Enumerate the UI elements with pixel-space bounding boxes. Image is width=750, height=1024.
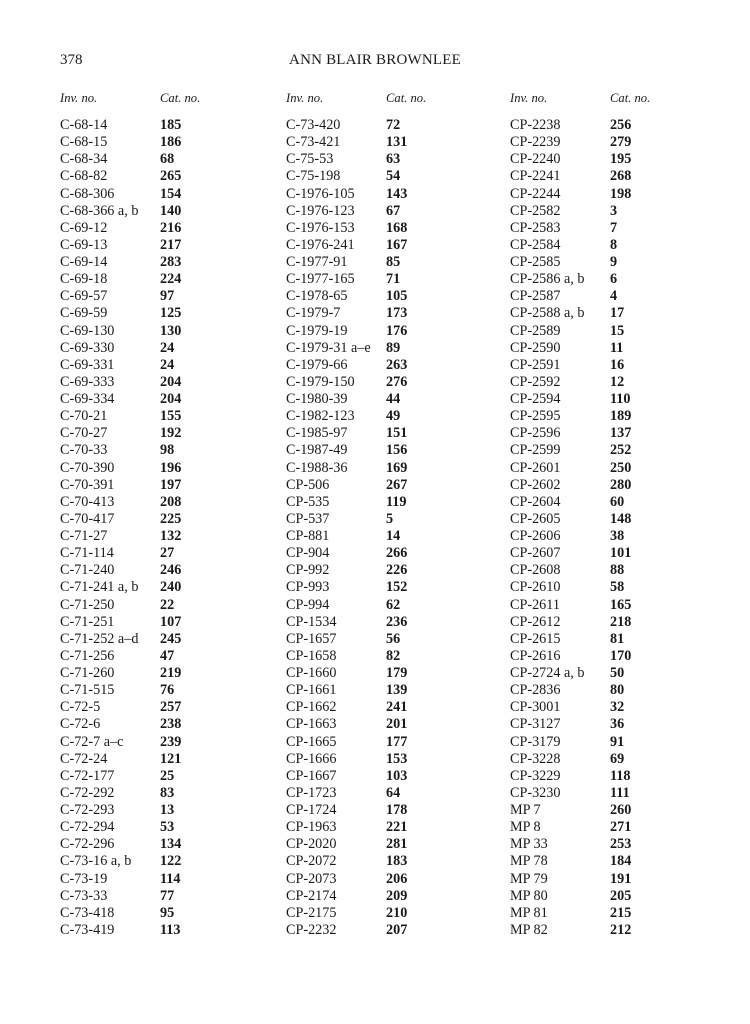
inventory-number: C-71-27 — [60, 528, 108, 544]
catalogue-number: 239 — [160, 733, 182, 750]
inventory-number: C-1988-36 — [286, 459, 348, 476]
catalogue-number: 15 — [610, 322, 625, 339]
catalogue-number: 218 — [610, 613, 632, 630]
catalogue-number: 121 — [160, 750, 182, 767]
inventory-number: C-70-413 — [60, 493, 115, 510]
catalogue-number: 268 — [610, 168, 632, 185]
inventory-number: CP-1724 — [286, 802, 337, 818]
catalogue-number: 154 — [160, 185, 182, 202]
catalogue-number: 226 — [386, 562, 408, 579]
inventory-number: C-71-260 — [60, 665, 115, 681]
inventory-number: MP 80 — [510, 887, 548, 904]
catalogue-number: 97 — [160, 288, 175, 305]
catalogue-number: 207 — [386, 921, 408, 938]
inventory-number: CP-994 — [286, 596, 330, 613]
inventory-number: C-1976-153 — [286, 219, 355, 236]
inventory-number: CP-3230 — [510, 784, 561, 801]
catalogue-number: 217 — [160, 236, 182, 253]
catalogue-number: 122 — [160, 853, 182, 870]
catalogue-number: 260 — [610, 802, 632, 818]
inv-no-heading: Inv. no. — [510, 91, 548, 105]
catalogue-number: 140 — [160, 202, 182, 219]
inventory-number: MP 8 — [510, 819, 541, 836]
catalogue-number: 156 — [386, 442, 408, 459]
inventory-number: C-72-6 — [60, 716, 101, 733]
catalogue-number: 24 — [160, 339, 175, 356]
inventory-number: C-71-256 — [60, 647, 115, 664]
catalogue-number: 240 — [160, 579, 182, 596]
inventory-number: CP-2616 — [510, 647, 561, 664]
inventory-number: CP-2724 a, b — [510, 665, 585, 681]
inventory-number: C-73-419 — [60, 921, 115, 938]
inventory-number: C-69-14 — [60, 254, 108, 270]
catalogue-number: 151 — [386, 425, 408, 442]
catalogue-number: 169 — [386, 459, 408, 476]
inv-no-heading: Inv. no. — [286, 91, 324, 105]
inventory-number: CP-993 — [286, 579, 330, 596]
inv-no-heading: Inv. no. — [60, 91, 98, 105]
catalogue-number: 83 — [160, 784, 175, 801]
inventory-number: CP-1661 — [286, 682, 337, 699]
catalogue-number: 77 — [160, 887, 175, 904]
catalogue-number: 192 — [160, 425, 182, 442]
inventory-number: CP-2596 — [510, 425, 561, 442]
inventory-number: CP-3127 — [510, 716, 561, 733]
inventory-number: C-1987-49 — [286, 442, 348, 459]
inventory-number: C-72-294 — [60, 819, 115, 836]
inventory-number: C-69-330 — [60, 339, 115, 356]
inventory-number: C-68-306 — [60, 185, 115, 202]
inventory-number: C-68-82 — [60, 168, 108, 185]
catalogue-number: 3 — [610, 202, 618, 219]
inventory-number: CP-2232 — [286, 921, 337, 938]
inventory-number: C-1982-123 — [286, 408, 355, 425]
inventory-number: C-71-240 — [60, 562, 115, 579]
catalogue-number: 88 — [610, 562, 625, 579]
catalogue-number: 238 — [160, 716, 182, 733]
catalogue-number: 53 — [160, 819, 175, 836]
catalogue-number: 110 — [610, 391, 631, 407]
inventory-number: CP-3229 — [510, 767, 561, 784]
catalogue-number: 195 — [610, 151, 632, 168]
inventory-number: CP-2592 — [510, 373, 561, 390]
catalogue-number: 76 — [160, 682, 175, 699]
inventory-number: C-72-177 — [60, 767, 115, 784]
inventory-number: C-71-251 — [60, 613, 115, 630]
catalogue-number: 212 — [610, 921, 632, 938]
catalogue-number: 44 — [386, 391, 401, 407]
inventory-number: CP-2582 — [510, 202, 561, 219]
inventory-number: C-1977-91 — [286, 254, 348, 270]
inventory-number: CP-537 — [286, 510, 330, 527]
catalogue-number: 224 — [160, 271, 182, 288]
catalogue-number: 103 — [386, 767, 408, 784]
catalogue-number: 267 — [386, 476, 408, 493]
catalogue-number: 134 — [160, 836, 182, 853]
inventory-number: C-71-241 a, b — [60, 579, 139, 596]
catalogue-number: 191 — [610, 870, 632, 887]
catalogue-number: 4 — [610, 288, 618, 305]
inventory-number: CP-2585 — [510, 254, 561, 270]
inventory-number: CP-506 — [286, 476, 330, 493]
inventory-number: C-71-515 — [60, 682, 115, 699]
catalogue-number: 107 — [160, 613, 182, 630]
catalogue-number: 63 — [386, 151, 401, 168]
catalogue-number: 58 — [610, 579, 625, 596]
catalogue-number: 12 — [610, 373, 625, 390]
inventory-number: C-69-130 — [60, 322, 115, 339]
catalogue-number: 24 — [160, 356, 175, 373]
inventory-number: CP-1665 — [286, 733, 337, 750]
catalogue-number: 38 — [610, 528, 625, 544]
catalogue-number: 176 — [386, 322, 408, 339]
catalogue-number: 177 — [386, 733, 408, 750]
inventory-number: C-71-250 — [60, 596, 115, 613]
catalogue-number: 216 — [160, 219, 182, 236]
inventory-number: CP-1658 — [286, 647, 337, 664]
catalogue-number: 167 — [386, 236, 408, 253]
catalogue-number: 241 — [386, 699, 408, 716]
catalogue-number: 13 — [160, 802, 175, 818]
inventory-number: CP-1662 — [286, 699, 337, 716]
inventory-number: CP-2584 — [510, 236, 561, 253]
inventory-number: CP-2605 — [510, 510, 561, 527]
inventory-number: C-71-114 — [60, 545, 114, 562]
catalogue-number: 173 — [386, 305, 408, 322]
inventory-number: C-70-21 — [60, 408, 108, 425]
inventory-number: C-72-24 — [60, 750, 108, 767]
inventory-number: CP-2238 — [510, 117, 561, 133]
inventory-number: C-71-252 a–d — [60, 630, 139, 647]
inventory-number: CP-1963 — [286, 819, 337, 836]
catalogue-number: 197 — [160, 476, 182, 493]
inventory-number: CP-2020 — [286, 836, 337, 853]
catalogue-number: 266 — [386, 545, 408, 562]
inventory-number: C-1985-97 — [286, 425, 348, 442]
catalogue-number: 9 — [610, 254, 618, 270]
inventory-number: CP-535 — [286, 493, 330, 510]
catalogue-number: 281 — [386, 836, 408, 853]
catalogue-number: 7 — [610, 219, 618, 236]
inventory-number: C-1978-65 — [286, 288, 348, 305]
catalogue-number: 210 — [386, 904, 408, 921]
catalogue-number: 98 — [160, 442, 175, 459]
inventory-number: CP-2586 a, b — [510, 271, 585, 288]
catalogue-number: 111 — [610, 784, 630, 801]
catalogue-number: 184 — [610, 853, 632, 870]
catalogue-number: 49 — [386, 408, 401, 425]
inventory-number: CP-2591 — [510, 356, 561, 373]
inventory-number: C-70-27 — [60, 425, 108, 442]
inventory-number: C-75-53 — [286, 151, 334, 168]
catalogue-number: 114 — [160, 870, 181, 887]
inventory-number: CP-3228 — [510, 750, 561, 767]
catalogue-number: 283 — [160, 254, 182, 270]
catalogue-number: 245 — [160, 630, 182, 647]
inventory-number: CP-2239 — [510, 134, 561, 151]
inventory-number: C-73-19 — [60, 870, 108, 887]
inventory-number: CP-2615 — [510, 630, 561, 647]
catalogue-number: 208 — [160, 493, 182, 510]
catalogue-number: 236 — [386, 613, 408, 630]
catalogue-number: 170 — [610, 647, 632, 664]
catalogue-number: 276 — [386, 373, 408, 390]
catalogue-number: 89 — [386, 339, 401, 356]
catalogue-number: 189 — [610, 408, 632, 425]
catalogue-number: 265 — [160, 168, 182, 185]
catalogue-number: 179 — [386, 665, 408, 681]
inventory-number: C-1979-19 — [286, 322, 348, 339]
catalogue-number: 183 — [386, 853, 408, 870]
catalogue-number: 6 — [610, 271, 618, 288]
inventory-number: MP 33 — [510, 836, 548, 853]
inventory-number: CP-2174 — [286, 887, 337, 904]
catalogue-number: 22 — [160, 596, 175, 613]
catalogue-number: 205 — [610, 887, 632, 904]
catalogue-number: 250 — [610, 459, 632, 476]
catalogue-number: 178 — [386, 802, 408, 818]
catalogue-number: 132 — [160, 528, 182, 544]
inventory-number: C-69-333 — [60, 373, 115, 390]
catalogue-number: 143 — [386, 185, 408, 202]
catalogue-number: 118 — [610, 767, 631, 784]
catalogue-number: 219 — [160, 665, 182, 681]
inventory-number: C-70-33 — [60, 442, 108, 459]
catalogue-number: 130 — [160, 322, 182, 339]
inventory-number: CP-1660 — [286, 665, 337, 681]
inventory-number: CP-2602 — [510, 476, 561, 493]
inventory-number: CP-2587 — [510, 288, 561, 305]
inventory-number: C-73-16 a, b — [60, 853, 132, 870]
catalogue-number: 152 — [386, 579, 408, 596]
inventory-number: C-1979-7 — [286, 305, 341, 322]
inventory-number: C-69-57 — [60, 288, 108, 305]
catalogue-number: 91 — [610, 733, 625, 750]
catalogue-number: 280 — [610, 476, 632, 493]
inventory-number: CP-2836 — [510, 682, 561, 699]
inventory-number: CP-2595 — [510, 408, 561, 425]
inventory-number: CP-2241 — [510, 168, 561, 185]
catalogue-number: 186 — [160, 134, 182, 151]
catalogue-number: 139 — [386, 682, 408, 699]
catalogue-number: 71 — [386, 271, 401, 288]
inventory-number: CP-2606 — [510, 528, 561, 544]
catalogue-number: 81 — [610, 630, 625, 647]
inventory-number: MP 79 — [510, 870, 548, 887]
catalogue-number: 271 — [610, 819, 632, 836]
inventory-number: C-73-418 — [60, 904, 115, 921]
inventory-number: MP 82 — [510, 921, 548, 938]
catalogue-number: 14 — [386, 528, 401, 544]
catalogue-number: 168 — [386, 219, 408, 236]
inventory-number: CP-3179 — [510, 733, 561, 750]
inventory-number: CP-2611 — [510, 596, 560, 613]
catalogue-number: 257 — [160, 699, 182, 716]
inventory-number: C-1980-39 — [286, 391, 348, 407]
inventory-number: C-73-421 — [286, 134, 341, 151]
cat-no-heading: Cat. no. — [160, 91, 201, 105]
catalogue-number: 32 — [610, 699, 625, 716]
inventory-number: C-75-198 — [286, 168, 341, 185]
catalogue-number: 11 — [610, 339, 624, 356]
inventory-number: CP-2599 — [510, 442, 561, 459]
inventory-number: C-1979-31 a–e — [286, 339, 371, 356]
inventory-number: C-70-390 — [60, 459, 115, 476]
inventory-number: C-68-34 — [60, 151, 108, 168]
inventory-number: CP-904 — [286, 545, 330, 562]
inventory-number: C-69-12 — [60, 219, 108, 236]
inventory-number: CP-1723 — [286, 784, 337, 801]
catalogue-number: 95 — [160, 904, 175, 921]
catalogue-number: 148 — [610, 510, 632, 527]
inventory-number: C-69-59 — [60, 305, 108, 322]
catalogue-number: 279 — [610, 134, 632, 151]
catalogue-number: 16 — [610, 356, 625, 373]
catalogue-number: 25 — [160, 767, 175, 784]
catalogue-number: 36 — [610, 716, 625, 733]
catalogue-number: 60 — [610, 493, 625, 510]
inventory-number: CP-2610 — [510, 579, 561, 596]
catalogue-number: 62 — [386, 596, 401, 613]
catalogue-number: 165 — [610, 596, 632, 613]
catalogue-number: 69 — [610, 750, 625, 767]
cat-no-heading: Cat. no. — [610, 91, 651, 105]
catalogue-number: 201 — [386, 716, 408, 733]
inventory-number: C-73-33 — [60, 887, 108, 904]
inventory-number: CP-2588 a, b — [510, 305, 585, 322]
catalogue-number: 204 — [160, 391, 182, 407]
page-header — [0, 52, 750, 74]
inventory-number: C-69-13 — [60, 236, 108, 253]
catalogue-number: 54 — [386, 168, 401, 185]
catalogue-number: 137 — [610, 425, 632, 442]
inventory-number: MP 7 — [510, 802, 541, 818]
inventory-number: CP-2072 — [286, 853, 337, 870]
catalogue-number: 101 — [610, 545, 632, 562]
catalogue-number: 50 — [610, 665, 625, 681]
catalogue-number: 221 — [386, 819, 408, 836]
catalogue-number: 64 — [386, 784, 401, 801]
inventory-number: CP-2583 — [510, 219, 561, 236]
catalogue-number: 47 — [160, 647, 175, 664]
inventory-number: CP-2608 — [510, 562, 561, 579]
inventory-number: C-69-334 — [60, 391, 115, 407]
page-number: 378 — [60, 52, 83, 68]
catalogue-number: 206 — [386, 870, 408, 887]
catalogue-number: 56 — [386, 630, 401, 647]
catalogue-number: 131 — [386, 134, 408, 151]
catalogue-number: 80 — [610, 682, 625, 699]
inventory-number: C-68-366 a, b — [60, 202, 139, 219]
catalogue-number: 263 — [386, 356, 408, 373]
catalogue-number: 27 — [160, 545, 175, 562]
catalogue-number: 185 — [160, 117, 182, 133]
inventory-number: C-70-391 — [60, 476, 115, 493]
inventory-number: C-72-296 — [60, 836, 115, 853]
inventory-number: CP-2604 — [510, 493, 561, 510]
inventory-number: CP-881 — [286, 528, 330, 544]
inventory-number: CP-1663 — [286, 716, 337, 733]
running-head: ANN BLAIR BROWNLEE — [289, 52, 461, 68]
inventory-number: CP-2073 — [286, 870, 337, 887]
inventory-number: CP-2607 — [510, 545, 561, 562]
catalogue-number: 153 — [386, 750, 408, 767]
catalogue-number: 209 — [386, 887, 408, 904]
inventory-number: C-70-417 — [60, 510, 115, 527]
catalogue-number: 119 — [386, 493, 407, 510]
inventory-number: C-72-293 — [60, 802, 115, 818]
inventory-number: C-1979-150 — [286, 373, 355, 390]
inventory-number: C-72-292 — [60, 784, 115, 801]
inventory-number: C-68-15 — [60, 134, 108, 151]
inventory-number: MP 78 — [510, 853, 548, 870]
inventory-number: CP-2601 — [510, 459, 561, 476]
catalogue-number: 246 — [160, 562, 182, 579]
inventory-number: CP-992 — [286, 562, 330, 579]
catalogue-number: 72 — [386, 117, 401, 133]
inventory-number: CP-2589 — [510, 322, 561, 339]
inventory-number: C-72-5 — [60, 699, 101, 716]
inventory-number: C-69-18 — [60, 271, 108, 288]
inventory-number: CP-1657 — [286, 630, 337, 647]
inventory-number: CP-3001 — [510, 699, 561, 716]
inventory-number: C-1976-241 — [286, 236, 355, 253]
inventory-number: CP-1534 — [286, 613, 337, 630]
catalogue-number: 204 — [160, 373, 182, 390]
inventory-number: CP-2175 — [286, 904, 337, 921]
catalogue-number: 125 — [160, 305, 182, 322]
catalogue-number: 225 — [160, 510, 182, 527]
cat-no-heading: Cat. no. — [386, 91, 427, 105]
catalogue-number: 253 — [610, 836, 632, 853]
catalogue-number: 196 — [160, 459, 182, 476]
catalogue-number: 67 — [386, 202, 401, 219]
catalogue-number: 198 — [610, 185, 632, 202]
catalogue-number: 5 — [386, 510, 394, 527]
inventory-number: C-1979-66 — [286, 356, 348, 373]
inventory-number: CP-1666 — [286, 750, 337, 767]
inventory-number: CP-2594 — [510, 391, 561, 407]
inventory-number: C-72-7 a–c — [60, 733, 124, 750]
inventory-number: MP 81 — [510, 904, 548, 921]
catalogue-number: 68 — [160, 151, 175, 168]
inventory-number: CP-1667 — [286, 767, 337, 784]
inventory-number: C-73-420 — [286, 117, 341, 133]
inventory-number: C-1976-105 — [286, 185, 355, 202]
catalogue-number: 85 — [386, 254, 401, 270]
catalogue-number: 252 — [610, 442, 632, 459]
catalogue-number: 113 — [160, 921, 181, 938]
inventory-number: C-1976-123 — [286, 202, 355, 219]
inventory-number: CP-2612 — [510, 613, 561, 630]
inventory-number: C-68-14 — [60, 117, 108, 133]
catalogue-number: 8 — [610, 236, 618, 253]
inventory-number: CP-2590 — [510, 339, 561, 356]
catalogue-number: 155 — [160, 408, 182, 425]
inventory-number: CP-2244 — [510, 185, 561, 202]
inventory-number: C-1977-165 — [286, 271, 355, 288]
catalogue-number: 17 — [610, 305, 625, 322]
catalogue-number: 215 — [610, 904, 632, 921]
inventory-number: C-69-331 — [60, 356, 115, 373]
catalogue-number: 256 — [610, 117, 632, 133]
catalogue-number: 105 — [386, 288, 408, 305]
inventory-number: CP-2240 — [510, 151, 561, 168]
catalogue-number: 82 — [386, 647, 401, 664]
